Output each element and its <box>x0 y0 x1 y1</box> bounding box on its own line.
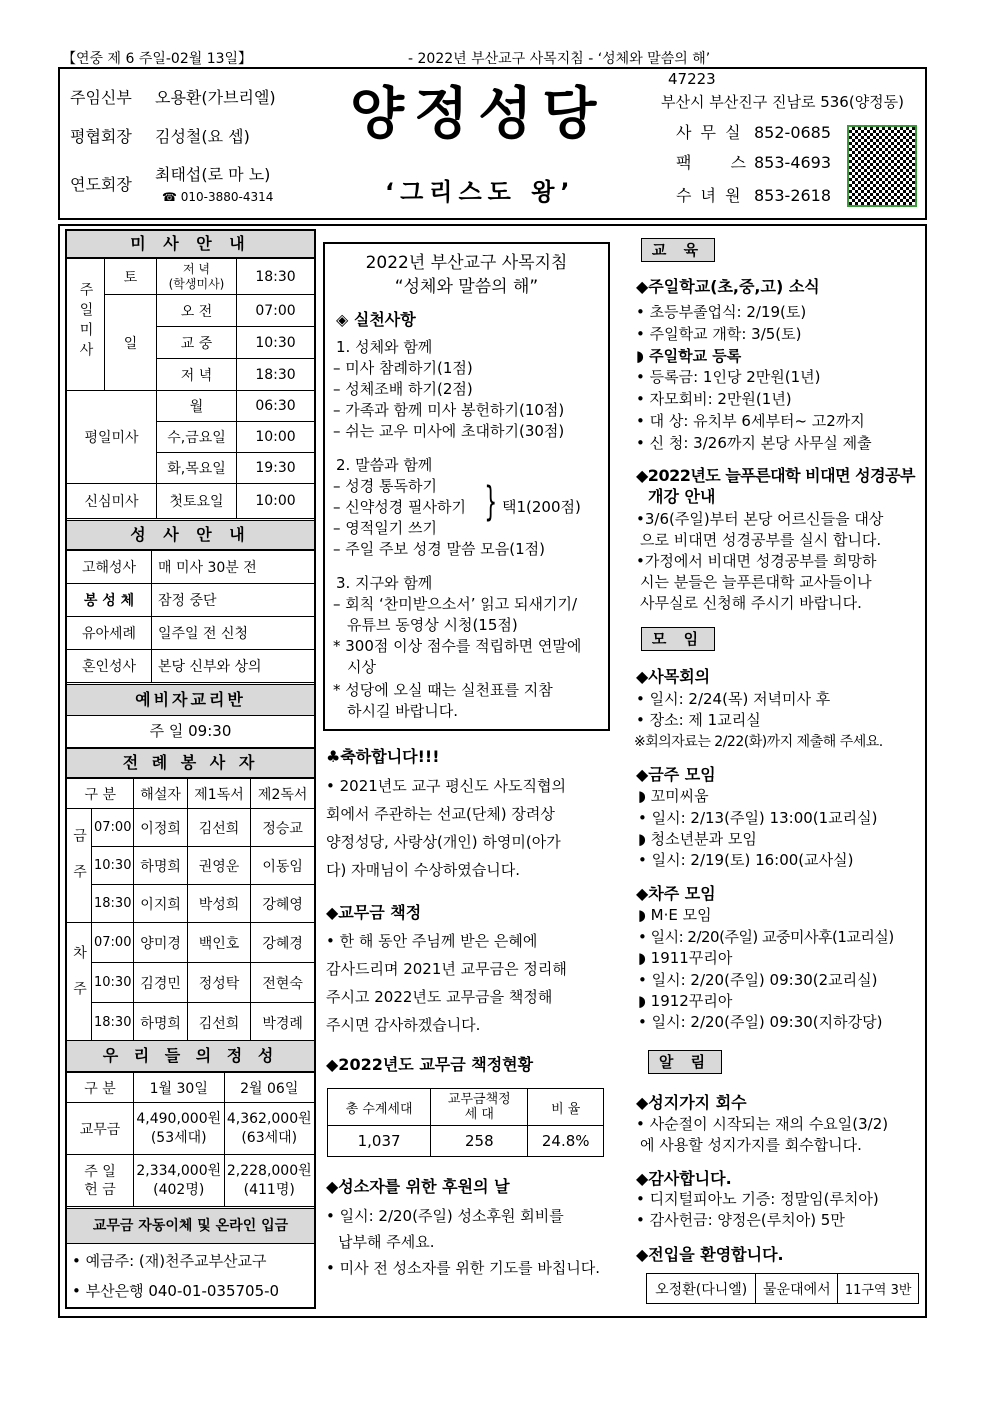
school-title: ◆주일학교(초,중,고) 소식 <box>636 277 820 296</box>
sunday-label: 일 <box>105 295 157 391</box>
office-phone: 852-0685 <box>754 123 832 142</box>
list-item: • 등록금: 1인당 2만원(1년) <box>636 368 821 386</box>
section-heading: 1. 성체와 함께 <box>336 338 433 356</box>
server-name: 강혜영 <box>251 885 315 923</box>
mass-time: 06:30 <box>237 391 315 422</box>
mass-time: 19:30 <box>237 453 315 484</box>
pastor-name: 오용환(가브리엘) <box>155 88 276 107</box>
mass-time: 18:30 <box>237 359 315 391</box>
list-item: – 회칙 ‘찬미받으소서’ 읽고 되새기기/ <box>333 595 578 613</box>
newcomer-from: 물운대에서 <box>756 1274 838 1304</box>
welcome-title: ◆전입을 환영합니다. <box>636 1245 784 1264</box>
convent-phone: 853-2618 <box>754 186 832 205</box>
list-item: ◗ 청소년분과 모임 <box>638 830 757 848</box>
list-item: • 사순절이 시작되는 재의 수요일(3/2) <box>636 1115 889 1133</box>
servers-head: 해설자 <box>134 779 187 809</box>
sacrament-info: 잠정 중단 <box>152 584 315 617</box>
offering-label: 교무금 <box>67 1103 134 1155</box>
table-cell: 1,037 <box>328 1126 431 1157</box>
offering-head: 1월 30일 <box>134 1073 225 1103</box>
sacrament-name: 유아세례 <box>67 617 152 650</box>
fax-label: 팩 스 <box>676 153 746 172</box>
mass-time: 10:00 <box>237 422 315 453</box>
server-time: 18:30 <box>92 1003 134 1043</box>
list-item: 시는 분들은 늘푸른대학 교사들이나 <box>640 573 872 591</box>
guideline-subtitle: “성체와 말씀의 해” <box>394 277 539 297</box>
servers-head: 구 분 <box>67 779 134 809</box>
mass-time: 10:30 <box>237 327 315 359</box>
list-item: – 신약성경 필사하기 <box>333 498 466 516</box>
week-title: ‘그리스도 왕’ <box>385 178 576 206</box>
bible-study-title: ◆2022년도 늘푸른대학 비대면 성경공부 <box>636 466 915 485</box>
list-item: ◗ M·E 모임 <box>638 906 712 924</box>
list-item: ◗ 1911꾸리아 <box>638 949 733 967</box>
thanks-title: ◆감사합니다. <box>636 1169 732 1188</box>
offering-label: 주 일 헌 금 <box>67 1155 134 1207</box>
text-line: 감사드리며 2021년 교무금은 정리해 <box>326 960 567 978</box>
table-head: 교무금책정 세 대 <box>431 1089 528 1126</box>
server-name: 이동임 <box>251 847 315 885</box>
server-time: 07:00 <box>92 809 134 847</box>
server-name: 양미경 <box>134 923 187 963</box>
list-item: – 성체조배 하기(2점) <box>333 380 473 398</box>
server-name: 하명희 <box>134 1003 187 1043</box>
list-item: 사무실로 신청해 주시기 바랍니다. <box>640 594 862 612</box>
offering-title: 우 리 들 의 정 성 <box>66 1040 315 1072</box>
sacrament-info: 본당 신부와 상의 <box>152 650 315 683</box>
section-heading: 3. 지구와 함께 <box>336 574 433 592</box>
mass-title: 미 사 안 내 <box>66 230 315 258</box>
server-name: 정승교 <box>251 809 315 847</box>
bible-study-title-2: 개강 안내 <box>648 487 716 506</box>
offering-value: 2,228,000원 (411명) <box>224 1155 315 1207</box>
church-title: 양정성당 <box>350 81 607 147</box>
offering-head: 구 분 <box>67 1073 134 1103</box>
registration-title: ◗ 주일학교 등록 <box>636 347 742 365</box>
text-line: 다) 자매님이 수상하였습니다. <box>326 861 521 879</box>
convent-label: 수 녀 원 <box>676 186 743 205</box>
list-item: – 가족과 함께 미사 봉헌하기(10점) <box>333 401 565 419</box>
offering-table <box>66 1072 315 1207</box>
list-item: •가정에서 비대면 성경공부를 희망하 <box>636 552 877 570</box>
list-item: * 300점 이상 점수를 적립하면 연말에 <box>333 637 582 655</box>
section-heading: 2. 말씀과 함께 <box>336 456 433 474</box>
table-cell: 24.8% <box>528 1126 604 1157</box>
server-name: 김선희 <box>187 1003 251 1043</box>
list-item: • 주일학교 개학: 3/5(토) <box>636 325 802 343</box>
list-item: •3/6(주일)부터 본당 어르신들을 대상 <box>636 510 884 528</box>
offering-value: 2,334,000원 (402명) <box>134 1155 225 1207</box>
newcomer-district: 11구역 3반 <box>838 1274 919 1304</box>
list-item: 유튜브 동영상 시청(15점) <box>347 616 518 634</box>
server-name: 김경민 <box>134 963 187 1003</box>
list-item: • 일시: 2/13(주일) 13:00(1교리실) <box>638 809 878 827</box>
server-time: 10:30 <box>92 963 134 1003</box>
list-item: • 일시: 2/20(주일) 09:30(2교리실) <box>638 971 878 989</box>
sacrament-info: 매 미사 30분 전 <box>152 551 315 584</box>
account-holder: • 예금주: (재)천주교부산교구 <box>72 1252 267 1270</box>
text-line: • 미사 전 성소자를 위한 기도를 바칩니다. <box>326 1259 601 1277</box>
server-name: 강혜경 <box>251 923 315 963</box>
palm-title: ◆성지가지 회수 <box>636 1093 747 1112</box>
tithe-status-table <box>327 1088 604 1157</box>
bank-account: • 부산은행 040-01-035705-0 <box>72 1282 280 1300</box>
mass-name: 첫토요일 <box>157 484 237 519</box>
mass-time: 07:00 <box>237 295 315 327</box>
list-item: ◗ 1912꾸리아 <box>638 992 733 1010</box>
servers-head: 제2독서 <box>251 779 315 809</box>
address: 부산시 부산진구 진남로 536(양정동) <box>661 93 905 111</box>
list-item: • 일시: 2/20(주일) 09:30(지하강당) <box>638 1013 883 1031</box>
server-name: 전현숙 <box>251 963 315 1003</box>
text-line: 회에서 주관하는 선교(단체) 장려상 <box>326 805 555 823</box>
text-line: 주시면 감사하겠습니다. <box>326 1016 481 1034</box>
table-head: 총 수계세대 <box>328 1089 431 1126</box>
welcome-table <box>646 1273 919 1304</box>
list-item: * 성당에 오실 때는 실천표를 지참 <box>333 681 553 699</box>
server-name: 이정희 <box>134 809 187 847</box>
server-name: 백인호 <box>187 923 251 963</box>
list-item: • 일시: 2/24(목) 저녁미사 후 <box>636 690 831 708</box>
server-time: 18:30 <box>92 885 134 923</box>
text-line: • 일시: 2/20(주일) 성소후원 회비를 <box>326 1207 564 1225</box>
list-item: • 감사헌금: 양정은(루치아) 5만 <box>636 1211 845 1229</box>
sacrament-info: 일주일 전 신청 <box>152 617 315 650</box>
list-item: – 쉬는 교우 미사에 초대하기(30점) <box>333 422 565 440</box>
catechumen-title: 예비자교리반 <box>66 684 315 716</box>
server-name: 박경례 <box>251 1003 315 1043</box>
list-item: • 초등부졸업식: 2/19(토) <box>636 303 807 321</box>
weekday-mass-label: 평일미사 <box>67 391 157 484</box>
mass-time: 18:30 <box>237 259 315 295</box>
issue-label: 【연중 제 6 주일-02월 13일】 <box>62 51 253 67</box>
postcode: 47223 <box>668 70 716 88</box>
offering-value: 4,362,000원 (63세대) <box>224 1103 315 1155</box>
offering-value: 4,490,000원 (53세대) <box>134 1103 225 1155</box>
text-line: • 2021년도 교구 평신도 사도직협의 <box>326 777 566 795</box>
list-item: • 일시: 2/20(주일) 교중미사후(1교리실) <box>638 928 894 946</box>
mass-name: 오 전 <box>157 295 237 327</box>
list-item: 에 사용할 성지가지를 회수합니다. <box>640 1136 862 1154</box>
list-item: • 자모회비: 2만원(1년) <box>636 390 792 408</box>
mass-table <box>66 258 315 519</box>
mass-name: 화,목요일 <box>157 453 237 484</box>
mass-name: 저 녁 <box>157 359 237 391</box>
server-time: 10:30 <box>92 847 134 885</box>
list-item: 시상 <box>347 658 376 676</box>
tithe-status-title: ◆2022년도 교무금 책정현황 <box>326 1055 534 1074</box>
brace-icon: } <box>484 479 498 525</box>
offering-head: 2월 06일 <box>224 1073 315 1103</box>
sacrament-name: 고해성사 <box>67 551 152 584</box>
sacrament-table <box>66 550 315 683</box>
assoc-phone: ☎ 010-3880-4314 <box>162 190 274 204</box>
list-item: – 미사 참례하기(1점) <box>333 359 473 377</box>
motto-line: - 2022년 부산교구 사목지침 - ‘성체와 말씀의 해’ <box>408 51 711 67</box>
server-name: 하명희 <box>134 847 187 885</box>
list-item: – 주일 주보 성경 말씀 모음(1점) <box>333 540 545 558</box>
catechumen-time: 주 일 09:30 <box>149 722 232 740</box>
servers-head: 제1독서 <box>187 779 251 809</box>
mass-name: 수,금요일 <box>157 422 237 453</box>
qr-code-icon[interactable] <box>847 125 917 207</box>
list-item: 으로 비대면 성경공부를 실시 합니다. <box>640 531 882 549</box>
list-item: • 대 상: 유치부 6세부터~ 고2까지 <box>636 412 865 430</box>
list-item: ※회의자료는 2/22(화)까지 제출해 주세요. <box>634 734 883 750</box>
text-line: 납부해 주세요. <box>338 1233 435 1251</box>
sacrament-name: 혼인성사 <box>67 650 152 683</box>
tithe-title: ◆교무금 책정 <box>326 903 422 922</box>
text-line: • 한 해 동안 주님께 받은 은혜에 <box>326 932 538 950</box>
text-line: 주시고 2022년도 교무금을 책정해 <box>326 988 553 1006</box>
pastor-label: 주임신부 <box>70 88 132 107</box>
mass-name: 월 <box>157 391 237 422</box>
this-week-label: 금주 <box>67 809 92 923</box>
sacrament-title: 성 사 안 내 <box>66 520 315 550</box>
saturday-label: 토 <box>105 259 157 295</box>
practice-heading: ◈ 실천사항 <box>336 310 416 329</box>
list-item: 하시길 바랍니다. <box>347 702 458 720</box>
list-item: ◗ 꼬미씨움 <box>638 787 709 805</box>
mass-name: 교 중 <box>157 327 237 359</box>
table-cell: 258 <box>431 1126 528 1157</box>
newcomer-name: 오정환(다니엘) <box>647 1274 756 1304</box>
next-week-label: 차주 <box>67 923 92 1043</box>
assoc-label: 연도회장 <box>70 175 132 194</box>
list-item: – 영적일기 쓰기 <box>333 519 437 537</box>
mass-name: 저 녁 (학생미사) <box>157 259 237 295</box>
server-name: 정성탁 <box>187 963 251 1003</box>
server-name: 김선희 <box>187 809 251 847</box>
server-name: 박성희 <box>187 885 251 923</box>
list-item: • 신 청: 3/26까지 본당 사무실 제출 <box>636 434 872 452</box>
office-label: 사 무 실 <box>676 123 743 142</box>
fax-phone: 853-4693 <box>754 153 832 172</box>
list-item: • 일시: 2/19(토) 16:00(교사실) <box>638 851 854 869</box>
servers-table <box>66 778 315 1043</box>
list-item: • 장소: 제 1교리실 <box>636 711 761 729</box>
server-name: 권영운 <box>187 847 251 885</box>
auto-transfer-title: 교무금 자동이체 및 온라인 입금 <box>66 1208 315 1244</box>
devotion-mass-label: 신심미사 <box>67 484 157 519</box>
next-week-meeting-title: ◆차주 모임 <box>636 884 716 903</box>
list-item: – 성경 통독하기 <box>333 477 437 495</box>
server-time: 07:00 <box>92 923 134 963</box>
clergy-day-title: ◆성소자를 위한 후원의 날 <box>326 1177 510 1196</box>
servers-title: 전 례 봉 사 자 <box>66 748 315 778</box>
tab-education: 교 육 <box>641 238 715 262</box>
pastoral-meeting-title: ◆사목회의 <box>636 667 711 686</box>
sacrament-name: 봉 성 체 <box>67 584 152 617</box>
this-week-meeting-title: ◆금주 모임 <box>636 765 716 784</box>
tab-meeting: 모 임 <box>641 627 715 651</box>
guideline-title: 2022년 부산교구 사목지침 <box>365 253 568 273</box>
table-head: 비 율 <box>528 1089 604 1126</box>
server-name: 이지희 <box>134 885 187 923</box>
mass-time: 10:00 <box>237 484 315 519</box>
text-line: 양정성당, 사랑상(개인) 하영미(아가 <box>326 833 561 851</box>
tab-notice: 알 림 <box>648 1050 722 1074</box>
list-item: • 디지털피아노 기증: 정말임(루치아) <box>636 1190 879 1208</box>
council-name: 김성철(요 셉) <box>155 127 250 146</box>
assoc-name: 최태섭(로 마 노) <box>155 165 271 184</box>
choice-note: 택1(200점) <box>502 498 581 516</box>
congrats-title: ♣축하합니다!!! <box>326 747 440 766</box>
council-label: 평협회장 <box>70 127 132 146</box>
sunday-mass-label: 주일미사 <box>67 259 105 391</box>
